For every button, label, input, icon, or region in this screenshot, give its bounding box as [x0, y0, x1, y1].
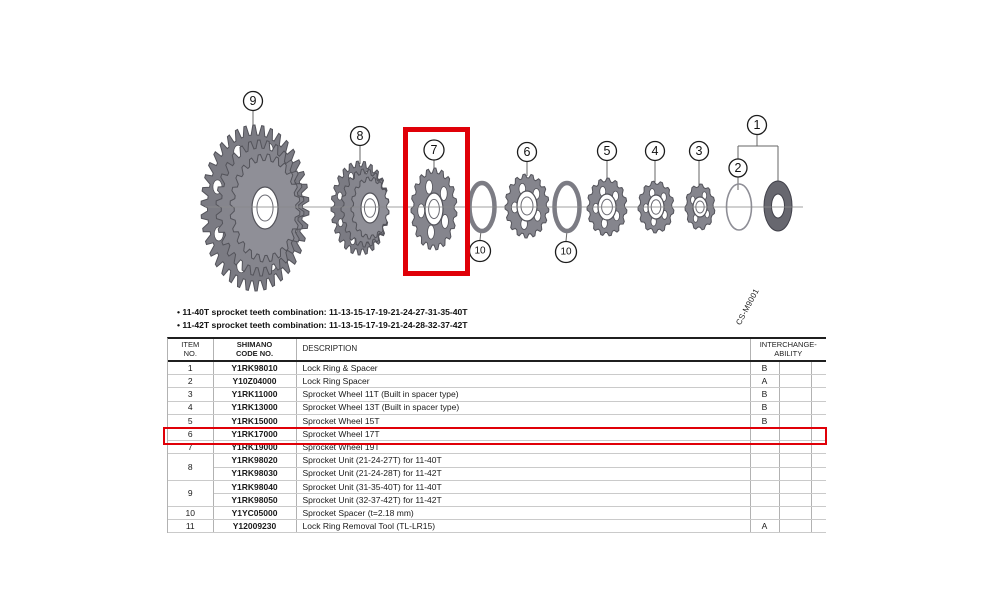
cell-interchangeability-3: [811, 507, 826, 520]
cell-interchangeability-2: [779, 493, 811, 506]
header-shimano-code: SHIMANO CODE NO.: [213, 339, 296, 361]
cell-description: Sprocket Unit (31-35-40T) for 11-40T: [296, 480, 750, 493]
cell-description: Sprocket Wheel 17T: [296, 427, 750, 440]
cell-item-no: 4: [168, 401, 213, 414]
callout-6: [518, 143, 537, 162]
cell-interchangeability-2: [779, 454, 811, 467]
table-row-8a: [168, 454, 826, 467]
sprocket-unit-8: [331, 161, 389, 255]
svg-text:10: 10: [560, 246, 572, 258]
cell-interchangeability-3: [811, 467, 826, 480]
header-item-no: ITEM NO.: [168, 339, 213, 361]
table-row-3: [168, 388, 826, 401]
cell-item-no: 3: [168, 388, 213, 401]
cell-interchangeability-2: [779, 414, 811, 427]
cell-item-no: 11: [168, 520, 213, 533]
cell-code: Y1RK98020: [213, 454, 296, 467]
svg-text:8: 8: [356, 129, 364, 143]
callout-4: [646, 142, 665, 161]
table-row-5: [168, 414, 826, 427]
cell-code: Y1RK98050: [213, 493, 296, 506]
model-code-label: CS-M9001: [734, 287, 761, 327]
cell-description: Lock Ring Spacer: [296, 375, 750, 388]
table-row-9b: [168, 493, 826, 506]
cell-description: Sprocket Unit (21-24-27T) for 11-40T: [296, 454, 750, 467]
svg-text:7: 7: [430, 143, 438, 157]
cell-interchangeability-2: [779, 520, 811, 533]
cell-interchangeability-3: [811, 361, 826, 375]
table-row-10: [168, 507, 826, 520]
cell-interchangeability-2: [779, 361, 811, 375]
cell-description: Sprocket Unit (32-37-42T) for 11-42T: [296, 493, 750, 506]
cell-code: Y1RK15000: [213, 414, 296, 427]
cell-interchangeability: A: [750, 520, 779, 533]
cell-interchangeability-3: [811, 480, 826, 493]
table-row-2: [168, 375, 826, 388]
cell-code: Y1RK98030: [213, 467, 296, 480]
cell-description: Sprocket Wheel 11T (Built in spacer type): [296, 388, 750, 401]
callout-3: [690, 142, 709, 161]
svg-text:4: 4: [651, 144, 659, 158]
cell-interchangeability-2: [779, 467, 811, 480]
cell-interchangeability-2: [779, 388, 811, 401]
sprocket-unit-9: [201, 125, 309, 291]
note-11-42t: • 11-42T sprocket teeth combination: 11-13-15-17-19-21-24-28-32-37-42T: [177, 320, 468, 330]
cell-interchangeability-2: [779, 401, 811, 414]
cell-interchangeability-3: [811, 454, 826, 467]
cell-item-no: 1: [168, 361, 213, 375]
cell-item-no: 5: [168, 414, 213, 427]
table-row-11: [168, 520, 826, 533]
cell-interchangeability: A: [750, 375, 779, 388]
table-row-8b: [168, 467, 826, 480]
cell-item-no: 8: [168, 454, 213, 480]
callout-1: [748, 116, 767, 135]
sprocket-wheel-6: [505, 174, 549, 238]
cell-description: Sprocket Spacer (t=2.18 mm): [296, 507, 750, 520]
cell-interchangeability-2: [779, 375, 811, 388]
cell-interchangeability: [750, 480, 779, 493]
svg-text:6: 6: [523, 145, 531, 159]
cell-code: Y1RK19000: [213, 441, 296, 454]
svg-text:9: 9: [249, 94, 257, 108]
cell-description: Sprocket Unit (21-24-28T) for 11-42T: [296, 467, 750, 480]
header-interchangeability: INTERCHANGE- ABILITY: [750, 339, 826, 361]
cell-item-no: 10: [168, 507, 213, 520]
cell-code: Y10Z04000: [213, 375, 296, 388]
note-11-40t: • 11-40T sprocket teeth combination: 11-13-15-17-19-21-24-27-31-35-40T: [177, 307, 468, 317]
cell-interchangeability: B: [750, 388, 779, 401]
teeth-combination-notes: [177, 306, 468, 332]
cell-interchangeability-3: [811, 401, 826, 414]
callout-10: [556, 242, 577, 263]
cell-interchangeability: B: [750, 361, 779, 375]
cell-interchangeability: B: [750, 414, 779, 427]
cell-interchangeability-2: [779, 480, 811, 493]
cell-code: Y1RK17000: [213, 427, 296, 440]
cell-interchangeability: [750, 467, 779, 480]
highlight-box-row: [163, 427, 827, 445]
cell-interchangeability-3: [811, 520, 826, 533]
cell-code: Y1RK13000: [213, 401, 296, 414]
cell-interchangeability-3: [811, 375, 826, 388]
table-row-1: [168, 361, 826, 375]
cell-interchangeability: [750, 507, 779, 520]
cell-interchangeability: B: [750, 401, 779, 414]
table-header-row: [168, 339, 826, 361]
cell-description: Lock Ring & Spacer: [296, 361, 750, 375]
cell-interchangeability-3: [811, 388, 826, 401]
cell-interchangeability: [750, 493, 779, 506]
cell-interchangeability-2: [779, 507, 811, 520]
table-row-4: [168, 401, 826, 414]
callout-9: [244, 92, 263, 111]
cell-item-no: 6: [168, 427, 213, 440]
cell-description: Lock Ring Removal Tool (TL-LR15): [296, 520, 750, 533]
cell-item-no: 2: [168, 375, 213, 388]
svg-text:2: 2: [734, 161, 742, 175]
callout-10: [470, 241, 491, 262]
cell-item-no: 7: [168, 441, 213, 454]
cell-interchangeability: [750, 454, 779, 467]
callout-2: [729, 159, 747, 177]
cell-code: Y1RK98010: [213, 361, 296, 375]
cell-description: Sprocket Wheel 19T: [296, 441, 750, 454]
svg-text:3: 3: [695, 144, 703, 158]
cell-interchangeability-3: [811, 493, 826, 506]
callout-5: [598, 142, 617, 161]
cell-code: Y12009230: [213, 520, 296, 533]
cell-code: Y1YC05000: [213, 507, 296, 520]
cell-description: Sprocket Wheel 15T: [296, 414, 750, 427]
callout-8: [351, 127, 370, 146]
cell-item-no: 9: [168, 480, 213, 506]
highlight-box-diagram: [403, 127, 470, 276]
lock-ring-1: [764, 181, 792, 231]
cell-code: Y1RK98040: [213, 480, 296, 493]
cell-code: Y1RK11000: [213, 388, 296, 401]
svg-text:10: 10: [474, 245, 486, 257]
svg-text:1: 1: [753, 118, 761, 132]
cell-interchangeability-3: [811, 414, 826, 427]
svg-text:5: 5: [603, 144, 611, 158]
header-description: DESCRIPTION: [296, 339, 750, 361]
table-row-9a: [168, 480, 826, 493]
cell-description: Sprocket Wheel 13T (Built in spacer type): [296, 401, 750, 414]
